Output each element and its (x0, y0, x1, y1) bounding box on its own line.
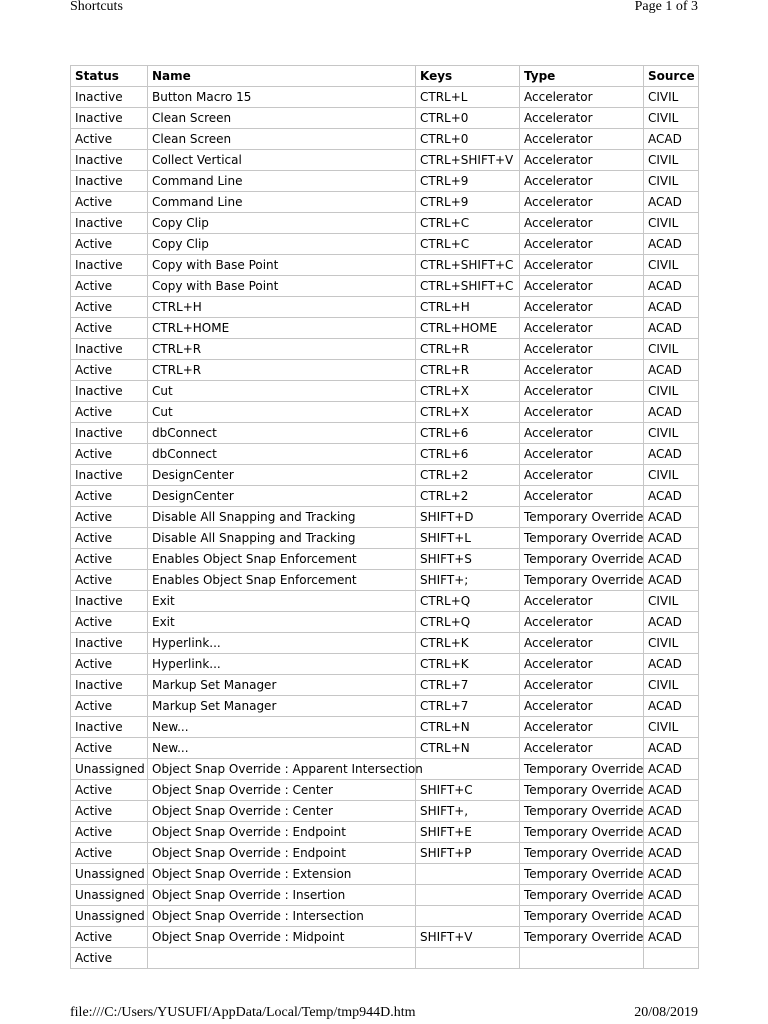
table-row (71, 150, 699, 171)
keys-cell (416, 948, 520, 969)
keys-cell (416, 759, 520, 780)
name-cell: dbConnect (148, 423, 416, 444)
source-cell: ACAD (644, 759, 699, 780)
table-row (71, 234, 699, 255)
keys-cell: CTRL+X (416, 402, 520, 423)
source-cell: CIVIL (644, 339, 699, 360)
name-cell: Command Line (148, 171, 416, 192)
table-row (71, 654, 699, 675)
source-cell: ACAD (644, 549, 699, 570)
type-cell: Accelerator (520, 129, 644, 150)
type-cell: Temporary Override (520, 822, 644, 843)
name-cell: Hyperlink... (148, 654, 416, 675)
table-body (71, 87, 699, 969)
type-cell: Temporary Override (520, 885, 644, 906)
table-row (71, 906, 699, 927)
table-row (71, 696, 699, 717)
keys-cell: CTRL+SHIFT+C (416, 276, 520, 297)
name-cell: CTRL+H (148, 297, 416, 318)
type-cell (520, 948, 644, 969)
status-cell: Active (71, 402, 148, 423)
page-footer (0, 1005, 768, 1024)
status-cell: Active (71, 549, 148, 570)
source-cell: ACAD (644, 318, 699, 339)
type-cell: Temporary Override (520, 906, 644, 927)
source-cell: ACAD (644, 444, 699, 465)
status-cell: Active (71, 612, 148, 633)
type-cell: Accelerator (520, 738, 644, 759)
status-cell: Active (71, 528, 148, 549)
type-cell: Temporary Override (520, 780, 644, 801)
type-cell: Accelerator (520, 213, 644, 234)
print-date: 20/08/2019 (634, 1005, 698, 1020)
status-cell: Inactive (71, 213, 148, 234)
type-cell: Temporary Override (520, 528, 644, 549)
type-cell: Accelerator (520, 234, 644, 255)
name-cell: Clean Screen (148, 129, 416, 150)
status-cell: Unassigned (71, 864, 148, 885)
table-row (71, 381, 699, 402)
source-cell: ACAD (644, 276, 699, 297)
type-cell: Accelerator (520, 423, 644, 444)
status-cell: Active (71, 948, 148, 969)
source-cell: ACAD (644, 486, 699, 507)
status-cell: Active (71, 192, 148, 213)
type-cell: Accelerator (520, 696, 644, 717)
keys-cell: CTRL+HOME (416, 318, 520, 339)
source-cell: CIVIL (644, 633, 699, 654)
keys-cell (416, 906, 520, 927)
status-cell: Inactive (71, 87, 148, 108)
table-row (71, 591, 699, 612)
type-cell: Accelerator (520, 87, 644, 108)
status-cell: Active (71, 234, 148, 255)
status-cell: Inactive (71, 633, 148, 654)
table-row (71, 864, 699, 885)
status-cell: Unassigned (71, 759, 148, 780)
keys-cell: CTRL+C (416, 213, 520, 234)
keys-cell: SHIFT+L (416, 528, 520, 549)
type-cell: Accelerator (520, 591, 644, 612)
status-cell: Inactive (71, 108, 148, 129)
source-cell: ACAD (644, 801, 699, 822)
status-cell: Active (71, 444, 148, 465)
source-cell: ACAD (644, 612, 699, 633)
source-cell: CIVIL (644, 591, 699, 612)
source-cell: CIVIL (644, 675, 699, 696)
keys-cell: SHIFT+C (416, 780, 520, 801)
status-cell: Active (71, 780, 148, 801)
name-cell: Object Snap Override : Center (148, 801, 416, 822)
type-cell: Accelerator (520, 150, 644, 171)
type-cell: Accelerator (520, 675, 644, 696)
status-cell: Unassigned (71, 906, 148, 927)
keys-cell: SHIFT+, (416, 801, 520, 822)
keys-cell: SHIFT+S (416, 549, 520, 570)
name-cell: Object Snap Override : Extension (148, 864, 416, 885)
table-row (71, 213, 699, 234)
status-cell: Inactive (71, 150, 148, 171)
column-header-source: Source (644, 66, 699, 87)
source-cell: ACAD (644, 129, 699, 150)
source-cell: CIVIL (644, 423, 699, 444)
table-row (71, 339, 699, 360)
table-row (71, 885, 699, 906)
keys-cell: CTRL+6 (416, 444, 520, 465)
source-cell: ACAD (644, 843, 699, 864)
name-cell: Cut (148, 381, 416, 402)
source-cell: ACAD (644, 885, 699, 906)
name-cell: Disable All Snapping and Tracking (148, 507, 416, 528)
table-row (71, 318, 699, 339)
source-cell: ACAD (644, 570, 699, 591)
status-cell: Inactive (71, 339, 148, 360)
table-row (71, 108, 699, 129)
status-cell: Active (71, 486, 148, 507)
type-cell: Temporary Override (520, 843, 644, 864)
page-header (0, 0, 768, 20)
table-row (71, 822, 699, 843)
type-cell: Accelerator (520, 717, 644, 738)
source-cell: ACAD (644, 696, 699, 717)
file-path: file:///C:/Users/YUSUFI/AppData/Local/Temp/tmp944D.htm (70, 1005, 416, 1020)
status-cell: Active (71, 696, 148, 717)
type-cell: Accelerator (520, 654, 644, 675)
name-cell (148, 948, 416, 969)
name-cell: CTRL+R (148, 339, 416, 360)
type-cell: Accelerator (520, 318, 644, 339)
name-cell: Exit (148, 591, 416, 612)
table-row (71, 738, 699, 759)
type-cell: Accelerator (520, 360, 644, 381)
status-cell: Active (71, 822, 148, 843)
table-row (71, 549, 699, 570)
source-cell: CIVIL (644, 255, 699, 276)
name-cell: Object Snap Override : Center (148, 780, 416, 801)
table-row (71, 780, 699, 801)
status-cell: Active (71, 507, 148, 528)
status-cell: Active (71, 318, 148, 339)
status-cell: Inactive (71, 255, 148, 276)
name-cell: Cut (148, 402, 416, 423)
source-cell: CIVIL (644, 381, 699, 402)
source-cell: ACAD (644, 528, 699, 549)
table-row (71, 759, 699, 780)
type-cell: Accelerator (520, 486, 644, 507)
keys-cell: SHIFT+P (416, 843, 520, 864)
status-cell: Active (71, 654, 148, 675)
table-row (71, 444, 699, 465)
name-cell: New... (148, 738, 416, 759)
source-cell: ACAD (644, 402, 699, 423)
keys-cell (416, 885, 520, 906)
keys-cell: CTRL+Q (416, 591, 520, 612)
table-header-row (71, 66, 699, 87)
status-cell: Active (71, 129, 148, 150)
table-row (71, 423, 699, 444)
source-cell: ACAD (644, 360, 699, 381)
status-cell: Inactive (71, 675, 148, 696)
type-cell: Accelerator (520, 633, 644, 654)
document-title: Shortcuts (70, 0, 123, 14)
table-row (71, 402, 699, 423)
keys-cell: CTRL+2 (416, 486, 520, 507)
status-cell: Active (71, 276, 148, 297)
keys-cell: CTRL+7 (416, 696, 520, 717)
table-row (71, 612, 699, 633)
status-cell: Active (71, 570, 148, 591)
status-cell: Active (71, 927, 148, 948)
source-cell: ACAD (644, 927, 699, 948)
name-cell: CTRL+HOME (148, 318, 416, 339)
type-cell: Accelerator (520, 276, 644, 297)
status-cell: Inactive (71, 465, 148, 486)
source-cell: CIVIL (644, 213, 699, 234)
name-cell: Command Line (148, 192, 416, 213)
keys-cell: CTRL+0 (416, 108, 520, 129)
table-row (71, 486, 699, 507)
name-cell: Markup Set Manager (148, 696, 416, 717)
status-cell: Inactive (71, 591, 148, 612)
table-row (71, 465, 699, 486)
name-cell: DesignCenter (148, 465, 416, 486)
column-header-name: Name (148, 66, 416, 87)
name-cell: Disable All Snapping and Tracking (148, 528, 416, 549)
keys-cell: CTRL+R (416, 339, 520, 360)
keys-cell (416, 864, 520, 885)
name-cell: Enables Object Snap Enforcement (148, 570, 416, 591)
status-cell: Active (71, 360, 148, 381)
source-cell: CIVIL (644, 465, 699, 486)
type-cell: Temporary Override (520, 864, 644, 885)
keys-cell: SHIFT+V (416, 927, 520, 948)
source-cell: ACAD (644, 906, 699, 927)
keys-cell: SHIFT+E (416, 822, 520, 843)
source-cell: ACAD (644, 654, 699, 675)
name-cell: Object Snap Override : Endpoint (148, 843, 416, 864)
source-cell: ACAD (644, 822, 699, 843)
keys-cell: CTRL+L (416, 87, 520, 108)
status-cell: Active (71, 738, 148, 759)
type-cell: Accelerator (520, 255, 644, 276)
source-cell: CIVIL (644, 717, 699, 738)
table-row (71, 528, 699, 549)
source-cell: ACAD (644, 507, 699, 528)
source-cell: ACAD (644, 864, 699, 885)
status-cell: Unassigned (71, 885, 148, 906)
name-cell: Hyperlink... (148, 633, 416, 654)
type-cell: Accelerator (520, 108, 644, 129)
table-row (71, 801, 699, 822)
table-row (71, 507, 699, 528)
table-row (71, 192, 699, 213)
source-cell: ACAD (644, 297, 699, 318)
column-header-status: Status (71, 66, 148, 87)
shortcuts-table-container (70, 65, 698, 965)
type-cell: Accelerator (520, 171, 644, 192)
keys-cell: CTRL+C (416, 234, 520, 255)
column-header-keys: Keys (416, 66, 520, 87)
keys-cell: CTRL+K (416, 654, 520, 675)
keys-cell: CTRL+6 (416, 423, 520, 444)
status-cell: Inactive (71, 381, 148, 402)
table-row (71, 675, 699, 696)
name-cell: Object Snap Override : Midpoint (148, 927, 416, 948)
table-row (71, 276, 699, 297)
table-row (71, 297, 699, 318)
keys-cell: CTRL+9 (416, 171, 520, 192)
keys-cell: CTRL+K (416, 633, 520, 654)
page-number: Page 1 of 3 (634, 0, 698, 14)
type-cell: Accelerator (520, 297, 644, 318)
source-cell: ACAD (644, 780, 699, 801)
name-cell: Enables Object Snap Enforcement (148, 549, 416, 570)
table-row (71, 717, 699, 738)
name-cell: Object Snap Override : Apparent Intersection (148, 759, 416, 780)
source-cell: ACAD (644, 738, 699, 759)
name-cell: Copy with Base Point (148, 255, 416, 276)
type-cell: Accelerator (520, 339, 644, 360)
table-row (71, 360, 699, 381)
keys-cell: SHIFT+; (416, 570, 520, 591)
name-cell: dbConnect (148, 444, 416, 465)
source-cell: CIVIL (644, 171, 699, 192)
keys-cell: CTRL+SHIFT+C (416, 255, 520, 276)
name-cell: DesignCenter (148, 486, 416, 507)
keys-cell: CTRL+0 (416, 129, 520, 150)
table-row (71, 948, 699, 969)
keys-cell: CTRL+R (416, 360, 520, 381)
table-row (71, 171, 699, 192)
type-cell: Accelerator (520, 402, 644, 423)
name-cell: Copy Clip (148, 213, 416, 234)
table-row (71, 87, 699, 108)
name-cell: Exit (148, 612, 416, 633)
status-cell: Active (71, 843, 148, 864)
name-cell: Copy with Base Point (148, 276, 416, 297)
name-cell: Object Snap Override : Insertion (148, 885, 416, 906)
type-cell: Accelerator (520, 612, 644, 633)
name-cell: CTRL+R (148, 360, 416, 381)
table-row (71, 129, 699, 150)
status-cell: Active (71, 297, 148, 318)
type-cell: Temporary Override (520, 507, 644, 528)
status-cell: Inactive (71, 171, 148, 192)
name-cell: Collect Vertical (148, 150, 416, 171)
keys-cell: CTRL+N (416, 717, 520, 738)
keys-cell: CTRL+N (416, 738, 520, 759)
keys-cell: CTRL+SHIFT+V (416, 150, 520, 171)
type-cell: Temporary Override (520, 549, 644, 570)
table-row (71, 927, 699, 948)
source-cell: CIVIL (644, 150, 699, 171)
type-cell: Temporary Override (520, 801, 644, 822)
status-cell: Active (71, 801, 148, 822)
table-row (71, 570, 699, 591)
column-header-type: Type (520, 66, 644, 87)
table-row (71, 255, 699, 276)
status-cell: Inactive (71, 423, 148, 444)
name-cell: Clean Screen (148, 108, 416, 129)
status-cell: Inactive (71, 717, 148, 738)
source-cell: ACAD (644, 234, 699, 255)
source-cell: ACAD (644, 192, 699, 213)
keys-cell: CTRL+7 (416, 675, 520, 696)
type-cell: Accelerator (520, 444, 644, 465)
keys-cell: CTRL+9 (416, 192, 520, 213)
name-cell: Object Snap Override : Intersection (148, 906, 416, 927)
keys-cell: CTRL+2 (416, 465, 520, 486)
shortcuts-table (70, 65, 699, 969)
type-cell: Temporary Override (520, 927, 644, 948)
name-cell: Markup Set Manager (148, 675, 416, 696)
keys-cell: CTRL+H (416, 297, 520, 318)
type-cell: Accelerator (520, 465, 644, 486)
name-cell: Copy Clip (148, 234, 416, 255)
source-cell: CIVIL (644, 87, 699, 108)
type-cell: Temporary Override (520, 570, 644, 591)
keys-cell: SHIFT+D (416, 507, 520, 528)
keys-cell: CTRL+Q (416, 612, 520, 633)
name-cell: New... (148, 717, 416, 738)
type-cell: Temporary Override (520, 759, 644, 780)
table-row (71, 843, 699, 864)
keys-cell: CTRL+X (416, 381, 520, 402)
source-cell: CIVIL (644, 108, 699, 129)
type-cell: Accelerator (520, 381, 644, 402)
table-row (71, 633, 699, 654)
name-cell: Button Macro 15 (148, 87, 416, 108)
name-cell: Object Snap Override : Endpoint (148, 822, 416, 843)
type-cell: Accelerator (520, 192, 644, 213)
source-cell (644, 948, 699, 969)
